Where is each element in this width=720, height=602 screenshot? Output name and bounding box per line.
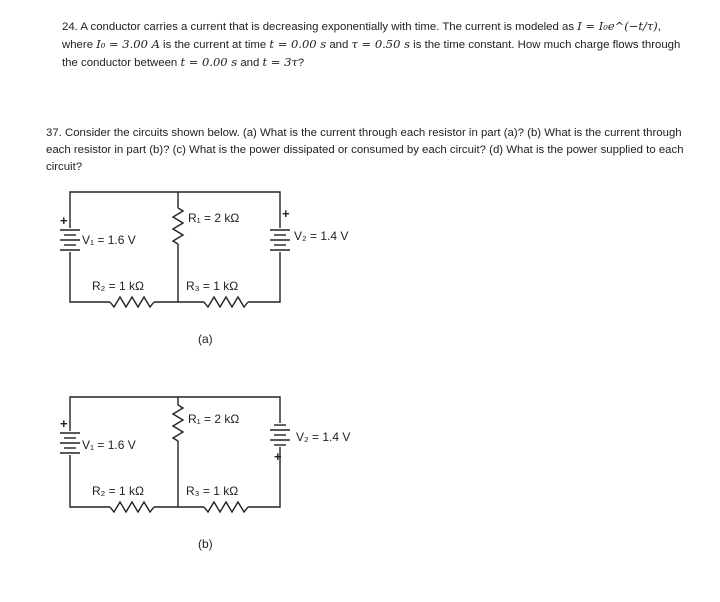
battery-v2-plus: + [282, 206, 290, 221]
resistor-r2-label: R₂ = 1 kΩ [92, 484, 144, 498]
problem-sentence: A conductor carries a current that is decreasing exponentially with time. The current is modeled as [80, 21, 575, 33]
given-t-start: t = 0.00 s [180, 55, 238, 69]
and-text-2: and [240, 57, 260, 69]
battery-v1-label: V₁ = 1.6 V [82, 233, 136, 247]
battery-v2-icon [270, 423, 290, 447]
resistor-r2-label: R₂ = 1 kΩ [92, 279, 144, 293]
given-i0: I₀ = 3.00 A [96, 37, 160, 51]
resistor-r1-icon [172, 208, 184, 244]
resistor-r3-icon [204, 296, 248, 308]
battery-v2-label: V₂ = 1.4 V [294, 229, 349, 243]
current-formula: I = I₀e^(−t/τ) [577, 19, 658, 33]
problem-24 [62, 18, 682, 72]
battery-v1-icon [60, 431, 80, 455]
battery-v2-label: V₂ = 1.4 V [296, 430, 351, 444]
resistor-r3-label: R₃ = 1 kΩ [186, 484, 239, 498]
circuit-a [0, 180, 720, 360]
resistor-r2-icon [110, 296, 154, 308]
battery-v1-plus: + [60, 213, 68, 228]
circuit-b [0, 385, 720, 565]
circuit-caption: (a) [198, 332, 213, 346]
battery-v1-plus: + [60, 416, 68, 431]
resistor-r3-icon [204, 501, 248, 513]
given-tau-text: is the time constant. How much charge flows through the conductor between [62, 39, 681, 69]
where-text: , where [62, 21, 661, 51]
battery-v1-label: V₁ = 1.6 V [82, 438, 136, 452]
resistor-r1-label: R₁ = 2 kΩ [188, 211, 240, 225]
given-i0-text: is the current at time [163, 39, 267, 51]
given-t-end: t = 3τ [262, 55, 298, 69]
circuit-caption: (b) [198, 537, 213, 551]
battery-v2-icon [270, 228, 290, 252]
problem-text: . Consider the circuits shown below. (a) What is the current through each resistor in part (a)? (b) What is the current through each resistor in part (b)? (c) What is the power dissipated or consumed by each circuit? (d) What is the power supplied to each circuit? [46, 127, 684, 173]
resistor-r1-icon [172, 405, 184, 441]
problem-number: 37 [46, 127, 59, 139]
given-tau: τ = 0.50 s [351, 37, 410, 51]
resistor-r1-label: R₁ = 2 kΩ [188, 412, 240, 426]
problem-number: 24. [62, 21, 78, 33]
and-text: and [329, 39, 349, 51]
circuit-a-diagram [0, 180, 720, 360]
question-mark: ? [297, 57, 305, 69]
circuit-b-diagram [0, 385, 720, 565]
resistor-r3-label: R₃ = 1 kΩ [186, 279, 239, 293]
given-t0: t = 0.00 s [269, 37, 327, 51]
battery-v1-icon [60, 228, 80, 252]
problem-37 [46, 125, 686, 176]
resistor-r2-icon [110, 501, 154, 513]
battery-v2-plus: + [274, 449, 282, 464]
